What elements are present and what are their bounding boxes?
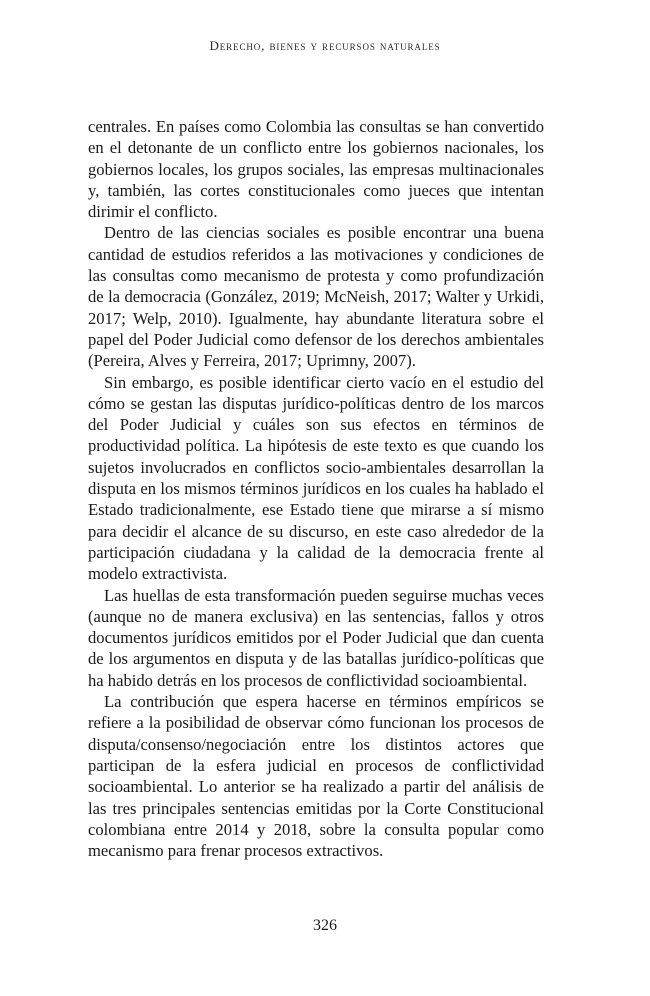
body-text — [88, 116, 544, 861]
paragraph-2: Dentro de las ciencias sociales es posible encontrar una buena cantidad de estudios referidos a las motivaciones y condiciones de las consultas como mecanismo de protesta y como profundización de la democracia (González, 2019; McNeish, 2017; Walter y Urkidi, 2017; Welp, 2010). Igualmente, hay abundante literatura sobre el papel del Poder Judicial como defensor de los derechos ambientales (Pereira, Alves y Ferreira, 2017; Uprimny, 2007). — [88, 223, 544, 371]
running-head: Derecho, bienes y recursos naturales — [209, 38, 441, 53]
paragraph-5: La contribución que espera hacerse en términos empíricos se refiere a la posibilidad de observar cómo funcionan los procesos de disputa/consenso/negociación entre los distintos actores que participan de la esfera judicial en procesos de conflictividad socioambiental. Lo anterior se ha realizado a partir del análisis de las tres principales sentencias emitidas por la Corte Constitucional colombiana entre 2014 y 2018, sobre la consulta popular como mecanismo para frenar procesos extractivos. — [88, 692, 544, 861]
paragraph-3: Sin embargo, es posible identificar cierto vacío en el estudio del cómo se gestan las disputas jurídico-políticas dentro de los marcos del Poder Judicial y cuáles son sus efectos en términos de productividad política. La hipótesis de este texto es que cuando los sujetos involucrados en conflictos socio-ambientales desarrollan la disputa en los mismos términos jurídicos en los cuales ha hablado el Estado tradicionalmente, ese Estado tiene que mirarse a sí mismo para decidir el alcance de su discurso, en este caso alrededor de la participación ciudadana y la calidad de la democracia frente al modelo extractivista. — [88, 372, 544, 584]
paragraph-4: Las huellas de esta transformación pueden seguirse muchas veces (aunque no de manera exclusiva) en las sentencias, fallos y otros documentos jurídicos emitidos por el Poder Judicial que dan cuenta de los argumentos en disputa y de las batallas jurídico-políticas que ha habido detrás en los procesos de conflictividad socioambiental. — [88, 585, 544, 690]
page-number: 326 — [313, 917, 337, 934]
paragraph-1: centrales. En países como Colombia las consultas se han convertido en el detonante de un conflicto entre los gobiernos nacionales, los gobiernos locales, los grupos sociales, las empresas multinacionales y, también, las cortes constitucionales como jueces que intentan dirimir el conflicto. — [88, 117, 544, 222]
